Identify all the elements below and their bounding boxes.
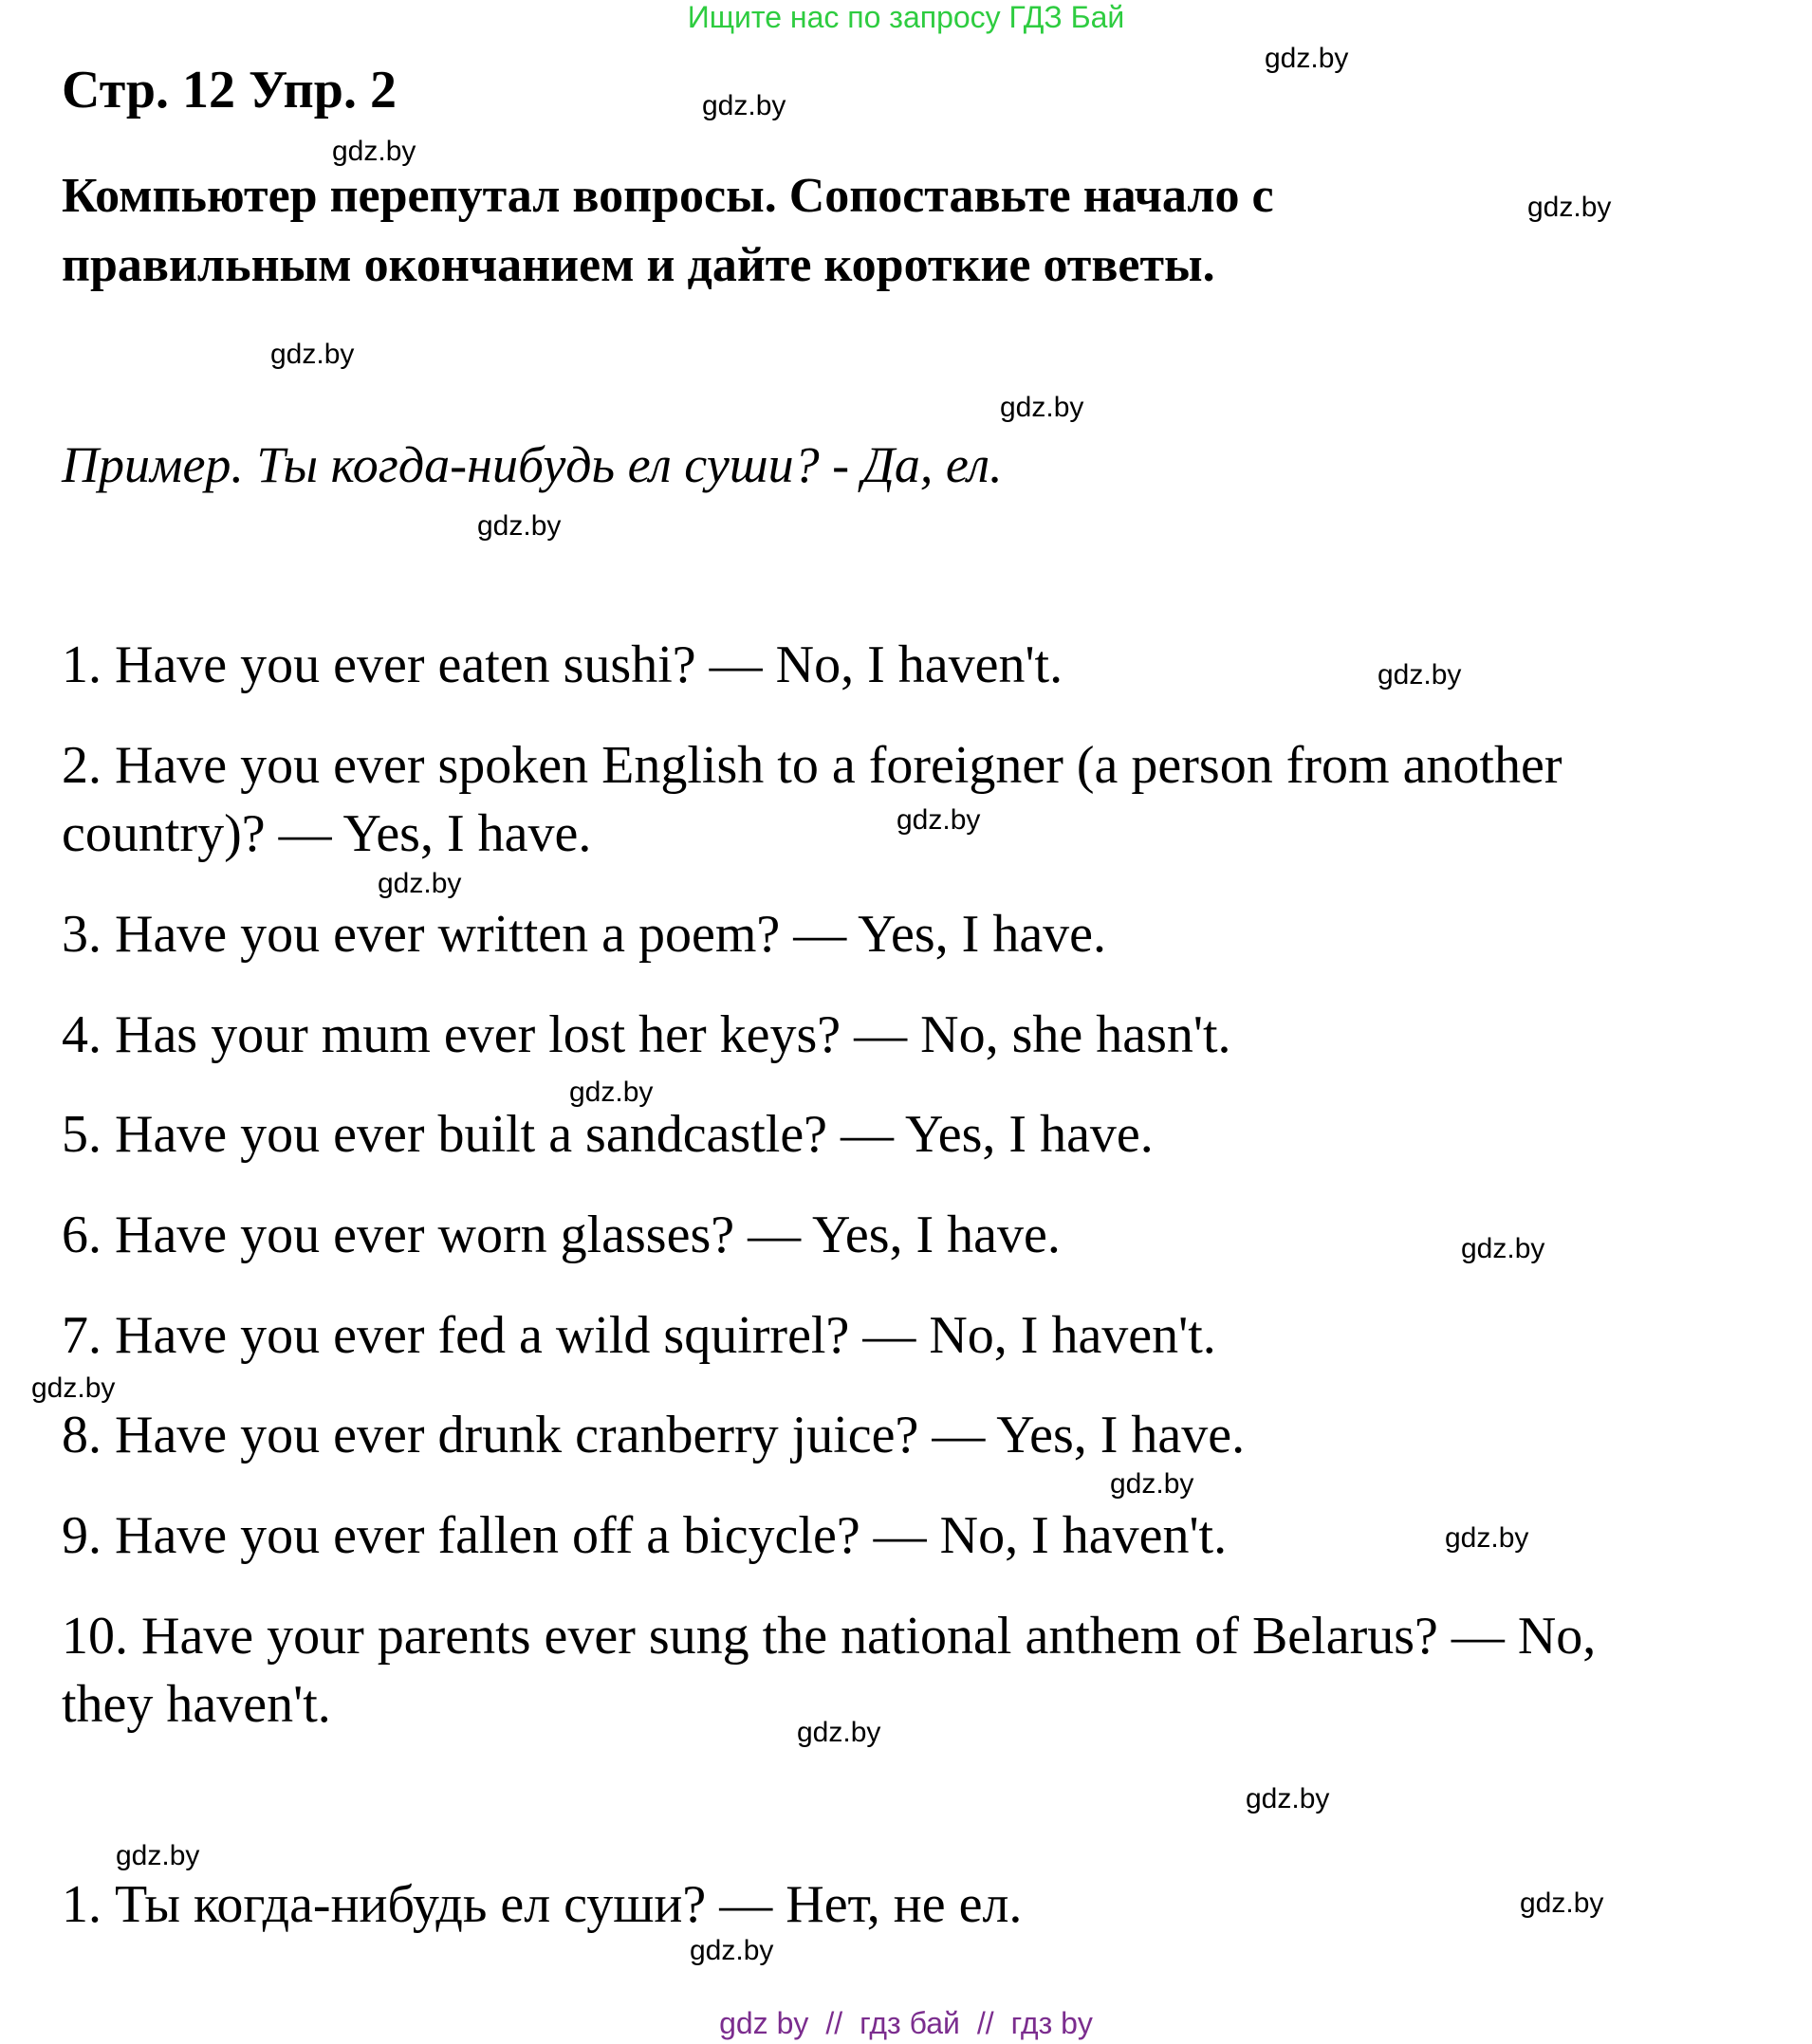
watermark: gdz.by (1246, 1783, 1330, 1814)
footer-separator: // (976, 2006, 994, 2040)
task-instruction: Компьютер перепутал вопросы. Сопоставьте начало с правильным окончанием и дайте короткие ответы. (62, 169, 1274, 292)
answer-item: 3. Have you ever written a poem? — Yes, I have. (62, 905, 1107, 964)
watermark: gdz.by (1527, 192, 1612, 223)
watermark: gdz.by (1000, 392, 1084, 423)
watermark: gdz.by (1461, 1233, 1545, 1264)
watermark: gdz.by (897, 804, 981, 836)
watermark: gdz.by (702, 90, 786, 121)
top-banner[interactable]: Ищите нас по запросу ГДЗ Бай (687, 0, 1125, 34)
answer-item: 9. Have you ever fallen off a bicycle? — No, I haven't. (62, 1506, 1228, 1565)
watermark: gdz.by (1520, 1887, 1604, 1919)
watermark: gdz.by (116, 1840, 200, 1871)
answer-item: 1. Have you ever eaten sushi? — No, I haven't. (62, 635, 1063, 694)
watermark: gdz.by (332, 136, 416, 167)
watermark: gdz.by (378, 868, 462, 899)
footer-link[interactable]: гдз by (1010, 2006, 1093, 2040)
watermark: gdz.by (1445, 1522, 1529, 1554)
watermark: gdz.by (1265, 43, 1349, 74)
answer-item: 10. Have your parents ever sung the national anthem of Belarus? — No, they haven't. (62, 1607, 1597, 1734)
footer-separator: // (825, 2006, 843, 2040)
watermark: gdz.by (569, 1077, 654, 1108)
footer-link[interactable]: gdz by (719, 2006, 809, 2040)
watermark: gdz.by (1110, 1468, 1194, 1500)
watermark: gdz.by (31, 1372, 116, 1404)
page-title: Стр. 12 Упр. 2 (62, 61, 397, 120)
watermark: gdz.by (270, 339, 355, 370)
example-text: Пример. Ты когда-нибудь ел суши? - Да, ел. (62, 436, 1003, 493)
answer-item: 6. Have you ever worn glasses? — Yes, I have. (62, 1206, 1061, 1264)
footer-link[interactable]: гдз бай (860, 2006, 960, 2040)
translation-text: 1. Ты когда-нибудь ел суши? — Нет, не ел. (62, 1875, 1023, 1934)
answer-item: 5. Have you ever built a sandcastle? — Yes, I have. (62, 1105, 1154, 1164)
watermark: gdz.by (1377, 659, 1462, 691)
footer-links (0, 2002, 1812, 2044)
answer-item: 4. Has your mum ever lost her keys? — No, she hasn't. (62, 1005, 1231, 1064)
answer-item: 7. Have you ever fed a wild squirrel? — No, I haven't. (62, 1306, 1216, 1365)
answer-item: 2. Have you ever spoken English to a foreigner (a person from another country)? — Yes, I have. (62, 736, 1562, 863)
answer-item: 8. Have you ever drunk cranberry juice? — Yes, I have. (62, 1406, 1246, 1464)
watermark: gdz.by (797, 1717, 881, 1748)
watermark: gdz.by (477, 510, 562, 542)
watermark: gdz.by (690, 1935, 774, 1966)
